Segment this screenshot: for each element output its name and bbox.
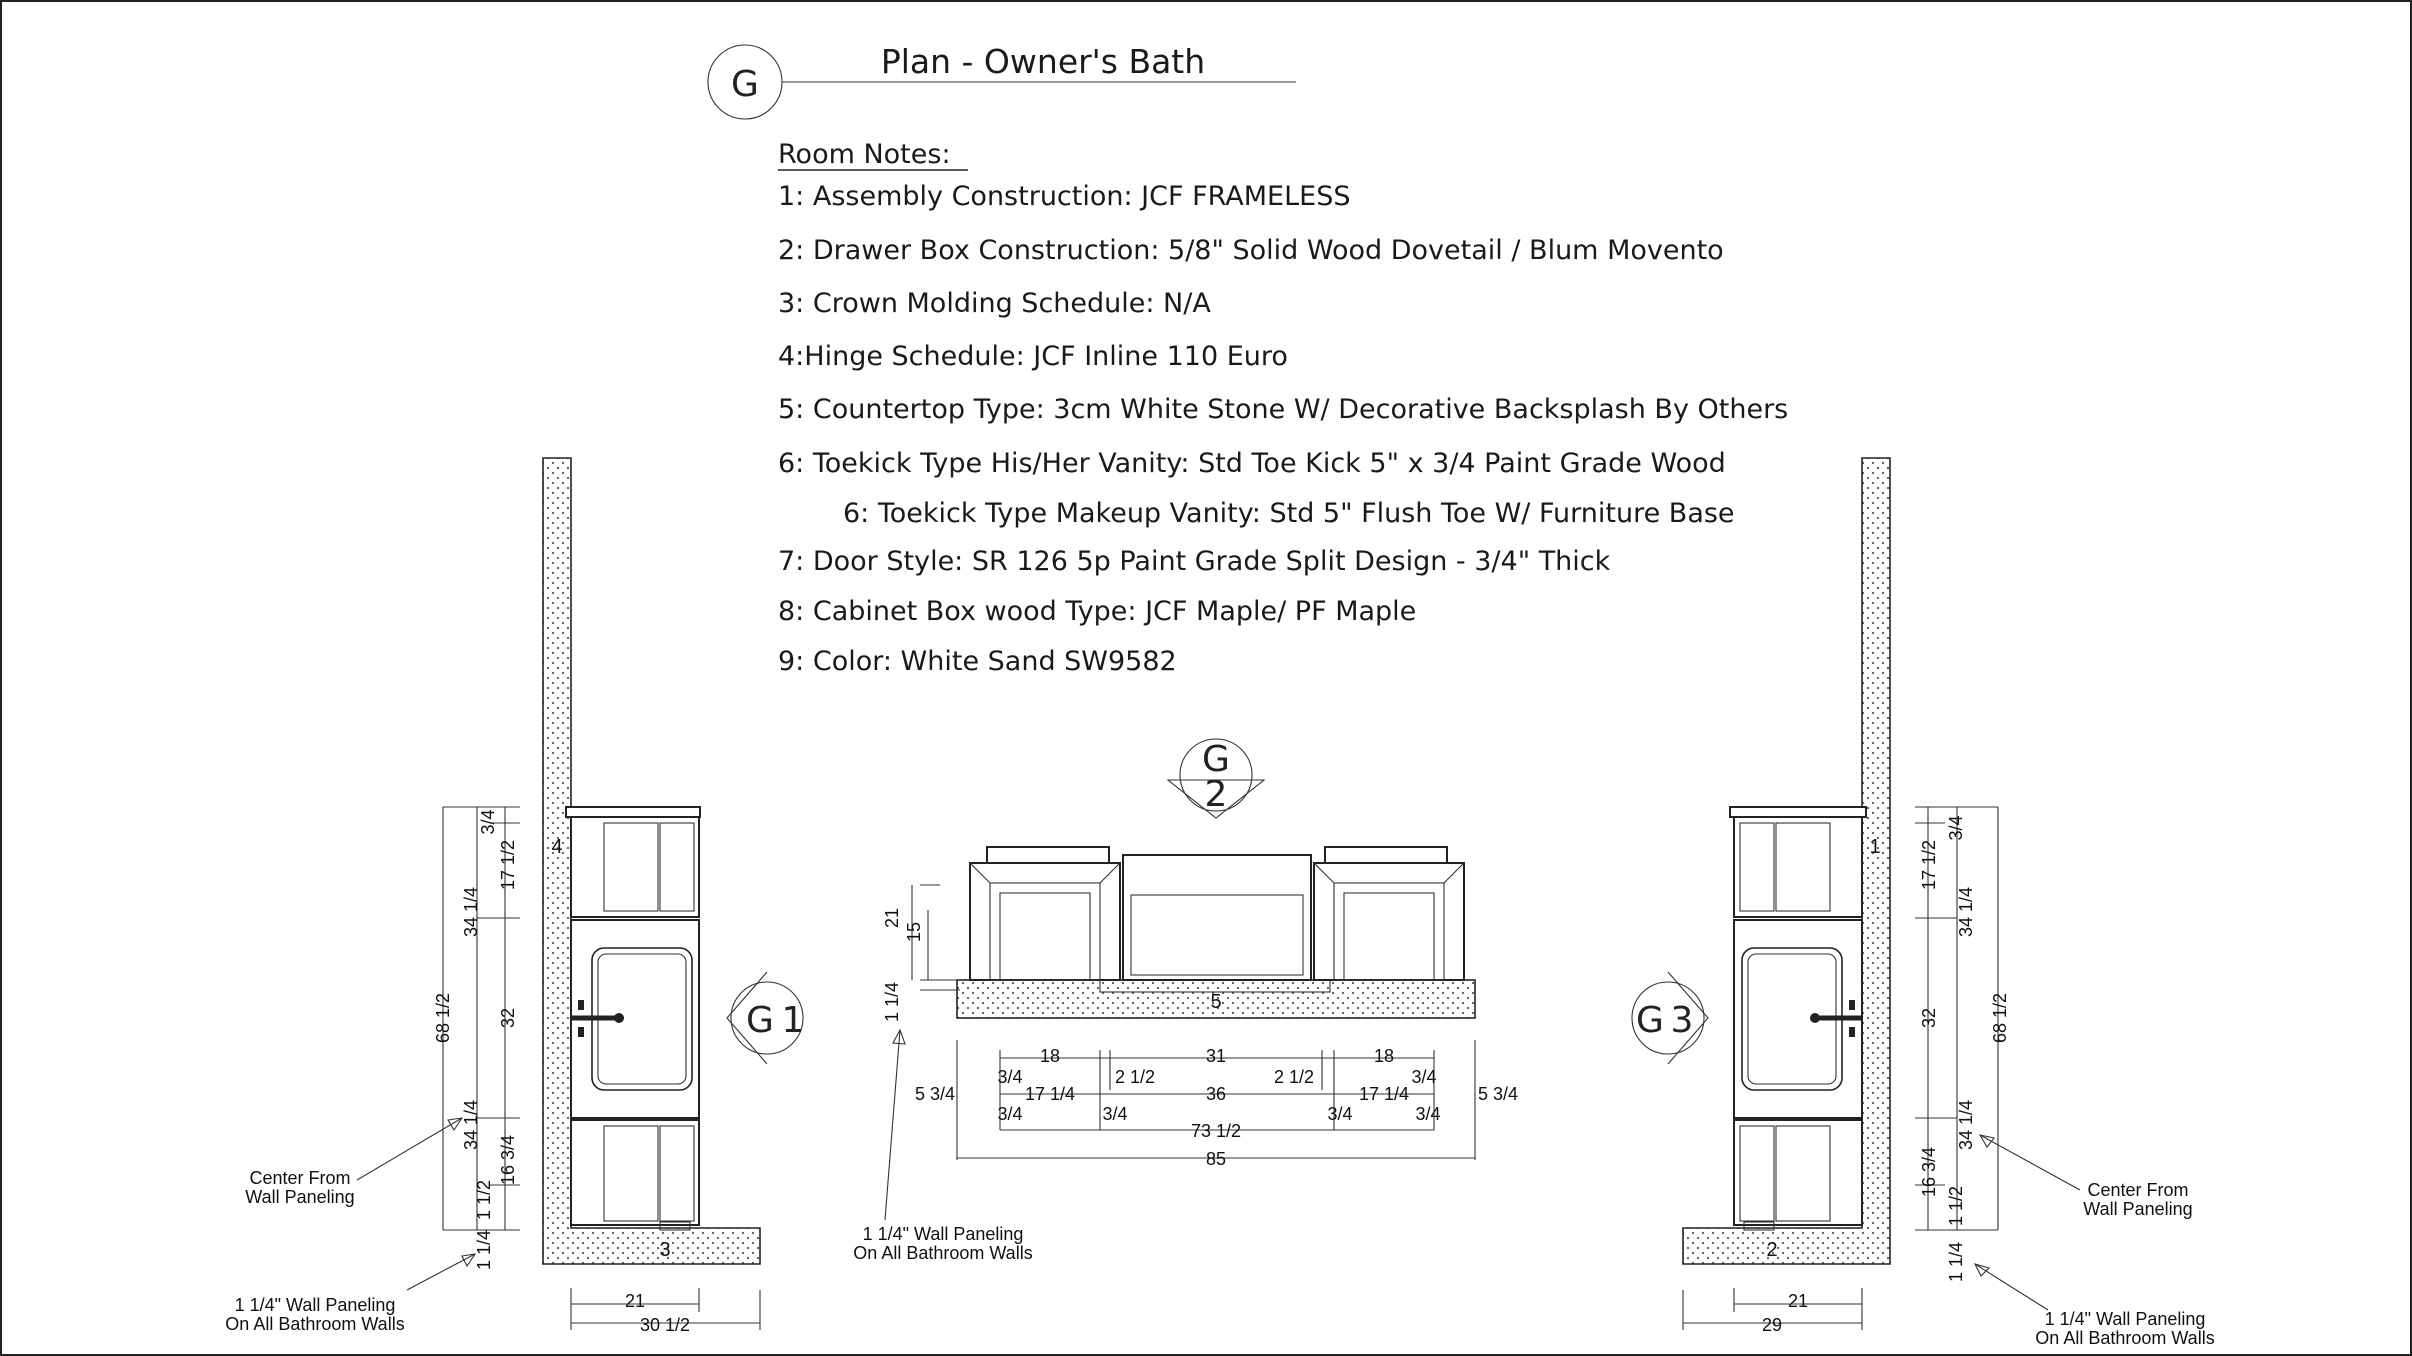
left-dim-3-4: 3/4	[478, 809, 498, 835]
mid-paneling-callout-2: On All Bathroom Walls	[853, 1243, 1033, 1263]
center-dim-1-1-4: 1 1/4	[882, 981, 902, 1023]
center-dim-3-4-f: 3/4	[1415, 1104, 1441, 1124]
plan-title: Plan - Owner's Bath	[880, 42, 1206, 81]
room-notes-heading: Room Notes:	[778, 139, 951, 170]
center-dim-85: 85	[1205, 1149, 1227, 1169]
left-paneling-callout-2: On All Bathroom Walls	[225, 1314, 405, 1334]
right-dim-34-1-4-bot: 34 1/4	[1956, 1099, 1976, 1151]
right-dim-16-3-4: 16 3/4	[1919, 1146, 1939, 1198]
left-dim-16-3-4: 16 3/4	[498, 1134, 518, 1186]
room-note-8: 8: Cabinet Box wood Type: JCF Maple/ PF Maple	[778, 596, 1417, 627]
svg-text:G: G	[1202, 739, 1230, 780]
center-left-sink-base	[970, 863, 1120, 980]
center-dim-5-3-4-left: 5 3/4	[914, 1084, 956, 1104]
svg-text:G: G	[1636, 1000, 1664, 1041]
left-center-callout-1: Center From	[249, 1168, 351, 1188]
center-dim-15: 15	[904, 921, 924, 943]
right-center-callout-2: Wall Paneling	[2083, 1199, 2193, 1219]
center-dim-73-1-2: 73 1/2	[1190, 1121, 1242, 1141]
right-dim-32: 32	[1919, 1007, 1939, 1029]
center-dim-17-1-4-left: 17 1/4	[1024, 1084, 1076, 1104]
right-vanity-plan	[1683, 458, 2215, 1348]
wall-number-3: 3	[659, 1239, 671, 1261]
elevation-marker-g3	[1632, 972, 1708, 1064]
right-dim-1-1-4: 1 1/4	[1946, 1241, 1966, 1283]
right-upper-cabinet	[1734, 817, 1862, 917]
svg-text:2: 2	[1204, 774, 1228, 815]
svg-text:3: 3	[1670, 1000, 1694, 1041]
elevation-marker-g1	[727, 972, 804, 1064]
right-dim-34-1-4-top: 34 1/4	[1956, 886, 1976, 938]
room-note-9: 9: Color: White Sand SW9582	[778, 646, 1177, 677]
elevation-marker-g2	[1168, 739, 1264, 818]
right-dim-3-4: 3/4	[1946, 815, 1966, 841]
room-note-2: 2: Drawer Box Construction: 5/8" Solid Wood Dovetail / Blum Movento	[778, 235, 1724, 266]
center-right-counter	[1325, 847, 1447, 863]
center-dim-3-4-e: 3/4	[1327, 1104, 1353, 1124]
right-bottom-21: 21	[1787, 1291, 1809, 1311]
svg-text:G: G	[746, 1000, 774, 1041]
center-dim-31: 31	[1205, 1046, 1227, 1066]
right-bottom-29: 29	[1761, 1315, 1783, 1335]
left-dim-68-1-2: 68 1/2	[433, 992, 453, 1044]
left-countertop	[566, 807, 700, 817]
plan-marker-letter: G	[731, 64, 759, 105]
left-upper-cabinet	[571, 817, 699, 917]
center-dim-5-3-4-right: 5 3/4	[1477, 1084, 1519, 1104]
wall-number-5: 5	[1210, 991, 1222, 1013]
right-center-callout-1: Center From	[2087, 1180, 2189, 1200]
left-paneling-callout-1: 1 1/4" Wall Paneling	[234, 1295, 396, 1315]
left-vanity-plan	[225, 458, 760, 1335]
center-dim-2-1-2-left: 2 1/2	[1114, 1067, 1156, 1087]
center-makeup-vanity	[1123, 855, 1311, 980]
center-dim-3-4-a: 3/4	[997, 1067, 1023, 1087]
room-note-6b: 6: Toekick Type Makeup Vanity: Std 5" Flush Toe W/ Furniture Base	[843, 498, 1735, 529]
right-paneling-callout-2: On All Bathroom Walls	[2035, 1328, 2215, 1348]
left-dim-17-1-2: 17 1/2	[498, 839, 518, 891]
room-note-4: 4:Hinge Schedule: JCF Inline 110 Euro	[778, 341, 1288, 372]
left-dim-32: 32	[498, 1007, 518, 1029]
room-note-5: 5: Countertop Type: 3cm White Stone W/ Decorative Backsplash By Others	[778, 394, 1789, 425]
right-countertop	[1730, 807, 1866, 817]
mid-paneling-callout-1: 1 1/4" Wall Paneling	[862, 1224, 1024, 1244]
right-dim-68-1-2: 68 1/2	[1990, 992, 2010, 1044]
room-note-6a: 6: Toekick Type His/Her Vanity: Std Toe Kick 5" x 3/4 Paint Grade Wood	[778, 448, 1726, 479]
center-dim-21: 21	[882, 907, 902, 929]
plan-title-block	[708, 42, 1296, 119]
wall-number-2: 2	[1766, 1239, 1778, 1261]
center-vanity-plan	[853, 739, 1518, 1263]
left-dim-34-1-4-bot: 34 1/4	[461, 1099, 481, 1151]
center-left-counter	[987, 847, 1109, 863]
right-paneling-callout-1: 1 1/4" Wall Paneling	[2044, 1309, 2206, 1329]
center-dim-36: 36	[1205, 1084, 1227, 1104]
room-note-1: 1: Assembly Construction: JCF FRAMELESS	[778, 181, 1351, 212]
left-bottom-30-1-2: 30 1/2	[639, 1315, 691, 1335]
svg-text:1: 1	[781, 1000, 805, 1041]
right-dim-17-1-2: 17 1/2	[1919, 839, 1939, 891]
center-dim-17-1-4-right: 17 1/4	[1358, 1084, 1410, 1104]
center-dim-18-right: 18	[1373, 1046, 1395, 1066]
left-dim-1-1-2: 1 1/2	[474, 1179, 494, 1221]
center-dim-2-1-2-right: 2 1/2	[1273, 1067, 1315, 1087]
room-notes	[778, 139, 1788, 677]
right-dim-1-1-2: 1 1/2	[1946, 1185, 1966, 1227]
right-lower-cabinet	[1734, 1120, 1862, 1225]
center-dim-3-4-d: 3/4	[1102, 1104, 1128, 1124]
wall-number-1: 1	[1869, 836, 1881, 858]
left-bottom-21: 21	[624, 1291, 646, 1311]
left-dim-34-1-4-top: 34 1/4	[461, 886, 481, 938]
wall-number-4: 4	[551, 836, 563, 858]
center-dim-18-left: 18	[1039, 1046, 1061, 1066]
left-lower-cabinet	[571, 1120, 699, 1225]
room-note-3: 3: Crown Molding Schedule: N/A	[778, 288, 1211, 319]
left-dim-1-1-4: 1 1/4	[474, 1229, 494, 1271]
room-note-7: 7: Door Style: SR 126 5p Paint Grade Split Design - 3/4" Thick	[778, 546, 1611, 577]
center-right-sink-base	[1314, 863, 1464, 980]
center-dim-3-4-b: 3/4	[1411, 1067, 1437, 1087]
center-dim-3-4-c: 3/4	[997, 1104, 1023, 1124]
left-center-callout-2: Wall Paneling	[245, 1187, 355, 1207]
